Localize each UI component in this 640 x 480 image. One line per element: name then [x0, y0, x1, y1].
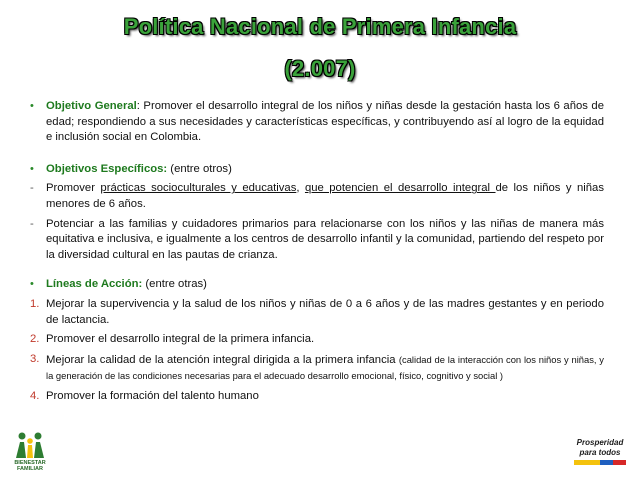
- list-number: 3.: [30, 352, 40, 365]
- objetivo-1-text-mid: ,: [296, 182, 305, 195]
- objetivo-general-item: [30, 99, 604, 146]
- linea-accion-4: [30, 389, 604, 405]
- objetivo-1-underlined-2: que potencien el desarrollo integral: [304, 182, 496, 195]
- bullet-icon: •: [30, 100, 34, 112]
- flag-stripe: [574, 460, 626, 465]
- bienestar-familiar-logo: [10, 430, 50, 476]
- linea-accion-1: [30, 297, 604, 328]
- slide-content: [30, 99, 604, 405]
- objetivo-general-label: Objetivo General: [46, 100, 137, 112]
- linea-2-text: Promover el desarrollo integral de la primera infancia.: [46, 333, 315, 346]
- dash-icon: -: [30, 217, 34, 230]
- dash-icon: -: [30, 182, 34, 195]
- page-title: Política Nacional de Primera Infancia: [123, 14, 517, 39]
- bienestar-logo-text: [10, 460, 50, 472]
- objetivos-especificos-header: [30, 162, 604, 178]
- linea-accion-3: [30, 352, 604, 385]
- bullet-icon: •: [30, 278, 34, 291]
- prosperidad-logo-text: [572, 438, 628, 458]
- objetivo-1-underlined-1: prácticas socioculturales y educativas: [100, 182, 297, 195]
- objetivos-especificos-note: (entre otros): [167, 162, 232, 175]
- objetivo-1-text-pre: Promover: [46, 182, 101, 195]
- objetivo-especifico-1: [30, 181, 604, 212]
- bienestar-logo-line2: FAMILIAR: [17, 466, 43, 472]
- linea-4-text: Promover la formación del talento humano: [46, 389, 259, 402]
- objetivo-general-text: : Promover el desarrollo integral de los niños y niñas desde la gestación hasta los 6 años de edad; respondiendo a sus necesidades y características específicas, y contribuyendo así al logro de la equidad e inclusión social en Colombia.: [46, 100, 605, 144]
- prosperidad-logo-line1: Prosperidad: [576, 438, 624, 447]
- objetivo-1-text-post: de los niños y niñas menores de 6 años.: [46, 182, 604, 210]
- prosperidad-logo-line2: para todos: [579, 448, 621, 457]
- linea-1-text: Mejorar la supervivencia y la salud de los niños y niñas de 0 a 6 años y de las madres gestantes y en periodo de lactancia.: [46, 297, 604, 326]
- objetivos-especificos-label: Objetivos Específicos:: [46, 162, 168, 175]
- list-number: 4.: [30, 389, 40, 402]
- bullet-icon: •: [30, 162, 34, 175]
- bienestar-logo-line1: BIENESTAR: [14, 460, 46, 466]
- lineas-accion-label: Líneas de Acción:: [46, 278, 143, 291]
- list-number: 1.: [30, 297, 40, 310]
- family-icon: [10, 430, 50, 460]
- prosperidad-logo: [572, 438, 628, 470]
- lineas-accion-header: [30, 277, 604, 293]
- page-subtitle-year: (2.007): [284, 56, 356, 81]
- linea-accion-2: [30, 332, 604, 348]
- objetivo-especifico-2: [30, 217, 604, 264]
- linea-3-text: Mejorar la calidad de la atención integral dirigida a la primera infancia: [46, 353, 399, 366]
- objetivo-2-text: Potenciar a las familias y cuidadores primarios para relacionarse con los niños y las niñas de manera más equitativa e inclusiva, e igualmente a los centros de desarrollo infantil y la comunidad, partiendo del respeto por la diversidad cultural en las pautas de crianza.: [46, 217, 604, 261]
- lineas-accion-note: (entre otras): [142, 278, 207, 291]
- list-number: 2.: [30, 333, 40, 346]
- linea-3-note: (calidad de la interacción con los niños y niñas, y la generación de las condiciones necesarias para el adecuado desarrollo emocional, físico, cognitivo y social ): [46, 353, 604, 382]
